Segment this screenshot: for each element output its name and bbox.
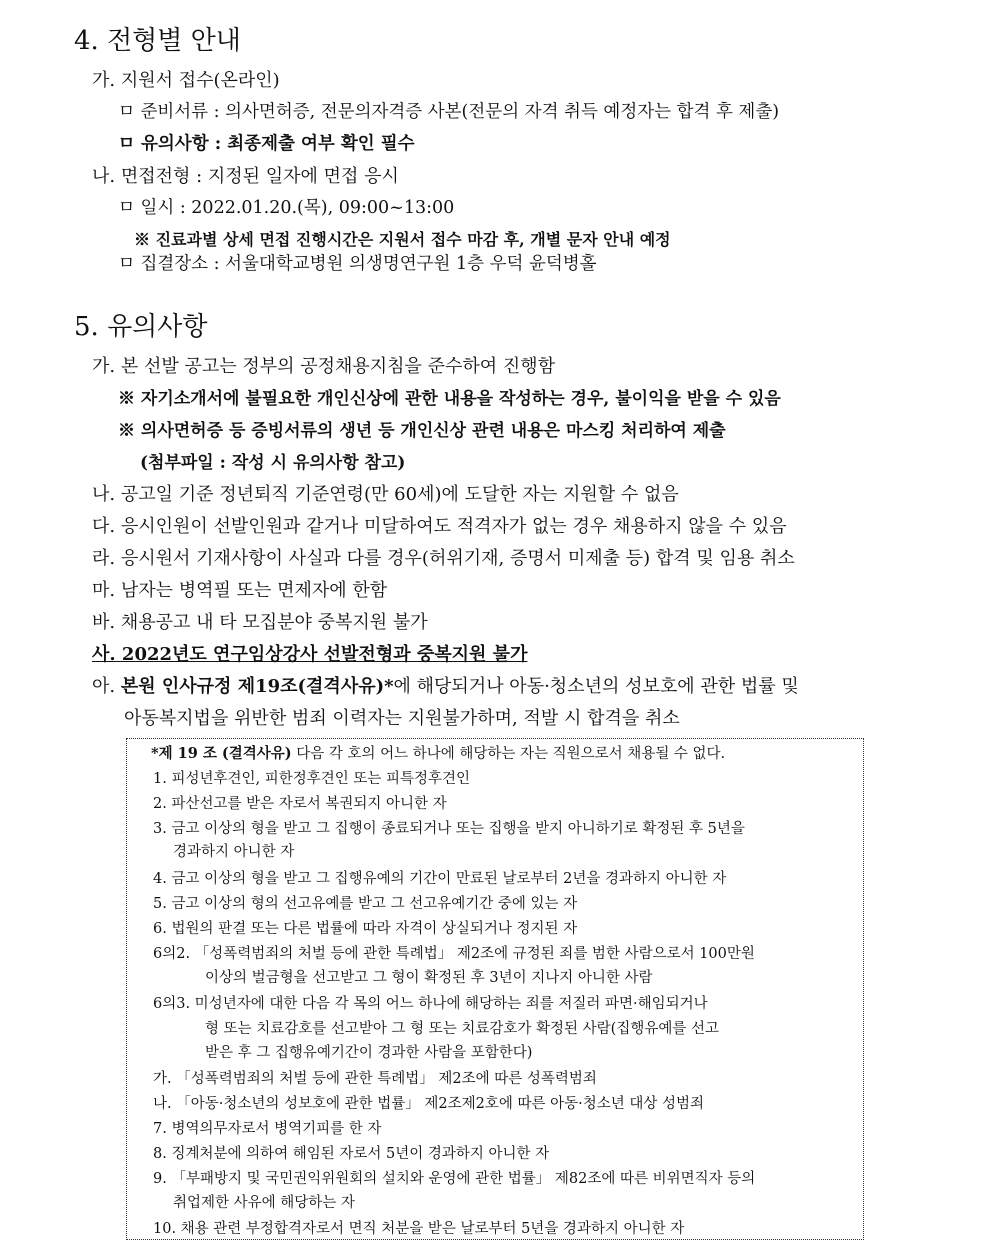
box-item-2: 2. 파산선고를 받은 자로서 복권되지 아니한 자 (153, 796, 447, 812)
s5-item-sa: 사. 2022년도 연구임상강사 선발전형과 중복지원 불가 (92, 644, 528, 665)
box-item-6-2: 6의2. 「성폭력범죄의 처벌 등에 관한 특례법」 제2조에 규정된 죄를 범한 사람으로서 100만원 (153, 946, 755, 962)
s5-item-a-bold: 본원 인사규정 제19조(결격사유)* (120, 676, 394, 697)
box-heading (151, 742, 725, 763)
s5-ga-note-2: ※ 의사면허증 등 증빙서류의 생년 등 개인신상 관련 내용은 마스킹 처리하여 제출 (118, 421, 726, 441)
s5-ga-note-1: ※ 자기소개서에 불필요한 개인신상에 관한 내용을 작성하는 경우, 불이익을 받을 수 있음 (118, 389, 781, 409)
section-4-title: 4. 전형별 안내 (74, 26, 241, 56)
s5-item-da: 다. 응시인원이 선발인원과 같거나 미달하여도 적격자가 없는 경우 채용하지 않을 수 있음 (92, 516, 787, 537)
box-item-na: 나. 「아동·청소년의 성보호에 관한 법률」 제2조제2호에 따른 아동·청소년 대상 성범죄 (153, 1096, 704, 1112)
box-heading-rest: 다음 각 호의 어느 하나에 해당하는 자는 직원으로서 채용될 수 없다. (291, 746, 726, 762)
s5-item-a (92, 672, 799, 698)
box-item-6: 6. 법원의 판결 또는 다른 법률에 따라 자격이 상실되거나 정지된 자 (153, 921, 578, 937)
s4-item-na: 나. 면접전형 : 지정된 일자에 면접 응시 (92, 166, 399, 187)
s5-item-a-continued: 아동복지법을 위반한 범죄 이력자는 지원불가하며, 적발 시 합격을 취소 (124, 708, 680, 729)
disqualification-box (126, 738, 864, 1240)
box-item-9-cont: 취업제한 사유에 해당하는 자 (173, 1195, 355, 1211)
s5-item-ra: 라. 응시원서 기재사항이 사실과 다를 경우(허위기재, 증명서 미제출 등) 합격 및 임용 취소 (92, 548, 795, 569)
s4-item-ga: 가. 지원서 접수(온라인) (92, 70, 280, 91)
box-item-1: 1. 피성년후견인, 피한정후견인 또는 피특정후견인 (153, 771, 471, 787)
box-item-6-3: 6의3. 미성년자에 대한 다음 각 목의 어느 하나에 해당하는 죄를 저질러 파면·해임되거나 (153, 996, 708, 1012)
box-item-6-2-cont: 이상의 벌금형을 선고받고 그 형이 확정된 후 3년이 지나지 아니한 사람 (205, 970, 653, 986)
s5-item-na: 나. 공고일 기준 정년퇴직 기준연령(만 60세)에 도달한 자는 지원할 수 없음 (92, 484, 679, 505)
box-item-ga: 가. 「성폭력범죄의 처벌 등에 관한 특례법」 제2조에 따른 성폭력범죄 (153, 1071, 597, 1087)
box-item-5: 5. 금고 이상의 형의 선고유예를 받고 그 선고유예기간 중에 있는 자 (153, 896, 578, 912)
s4-na-note: ※ 진료과별 상세 면접 진행시간은 지원서 접수 마감 후, 개별 문자 안내 예정 (134, 230, 671, 249)
box-item-4: 4. 금고 이상의 형을 받고 그 집행유예의 기간이 만료된 날로부터 2년을 경과하지 아니한 자 (153, 871, 727, 887)
box-item-3-cont: 경과하지 아니한 자 (173, 844, 295, 860)
box-item-6-3-cont-1: 형 또는 치료감호를 선고받아 그 형 또는 치료감호가 확정된 사람(집행유예를 선고 (205, 1021, 719, 1037)
box-item-9: 9. 「부패방지 및 국민권익위원회의 설치와 운영에 관한 법률」 제82조에 따른 비위면직자 등의 (153, 1171, 756, 1187)
box-item-8: 8. 징계처분에 의하여 해임된 자로서 5년이 경과하지 아니한 자 (153, 1146, 550, 1162)
s4-ga-bullet-documents: ㅁ 준비서류 : 의사면허증, 전문의자격증 사본(전문의 자격 취득 예정자는 합격 후 제출) (118, 102, 780, 122)
s5-item-ba: 바. 채용공고 내 타 모집분야 중복지원 불가 (92, 612, 428, 633)
s5-item-ga: 가. 본 선발 공고는 정부의 공정채용지침을 준수하여 진행함 (92, 356, 556, 377)
s4-na-bullet-date: ㅁ 일시 : 2022.01.20.(목), 09:00~13:00 (118, 198, 455, 218)
box-item-6-3-cont-2: 받은 후 그 집행유예기간이 경과한 사람을 포함한다) (205, 1045, 533, 1061)
s5-ga-note-3: (첨부파일 : 작성 시 유의사항 참고) (140, 453, 406, 473)
s4-na-bullet-place: ㅁ 집결장소 : 서울대학교병원 의생명연구원 1층 우덕 윤덕병홀 (118, 254, 597, 274)
box-item-3: 3. 금고 이상의 형을 받고 그 집행이 종료되거나 또는 집행을 받지 아니하기로 확정된 후 5년을 (153, 821, 745, 837)
box-item-7: 7. 병역의무자로서 병역기피를 한 자 (153, 1121, 382, 1137)
section-5-title: 5. 유의사항 (74, 312, 208, 342)
s4-ga-bullet-caution: ㅁ 유의사항 : 최종제출 여부 확인 필수 (118, 134, 415, 154)
box-item-10: 10. 채용 관련 부정합격자로서 면직 처분을 받은 날로부터 5년을 경과하지 아니한 자 (153, 1221, 685, 1237)
box-heading-bold: *제 19 조 (결격사유) (151, 745, 292, 762)
s5-item-a-prefix: 아. (92, 676, 121, 697)
s5-item-ma: 마. 남자는 병역필 또는 면제자에 한함 (92, 580, 388, 601)
s5-item-a-rest: 에 해당되거나 아동·청소년의 성보호에 관한 법률 및 (393, 676, 799, 697)
